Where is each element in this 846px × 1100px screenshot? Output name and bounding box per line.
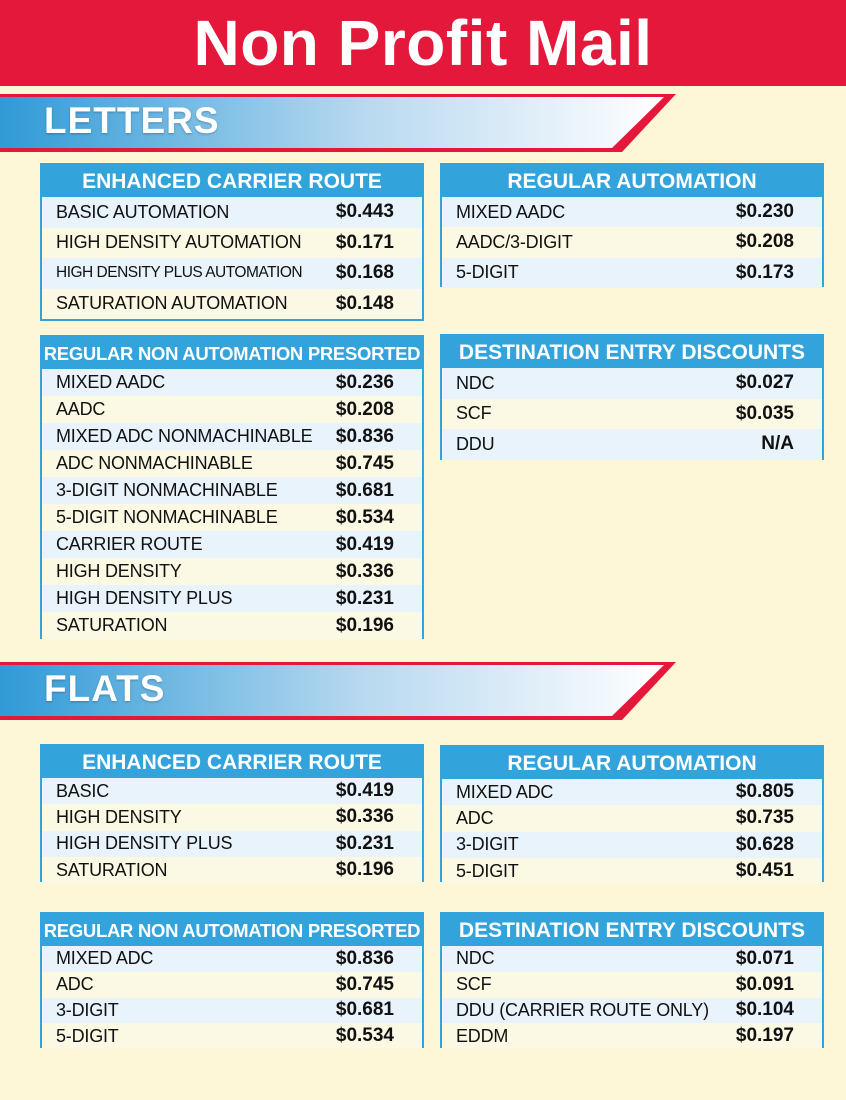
flats-destination-entry-table bbox=[440, 912, 824, 1048]
rate-price: $0.071 bbox=[735, 947, 794, 969]
table-row bbox=[442, 1023, 822, 1049]
rate-price: $0.534 bbox=[335, 506, 394, 528]
rate-label: MIXED ADC bbox=[56, 948, 154, 969]
table-row bbox=[42, 1023, 422, 1049]
rate-price: $0.208 bbox=[735, 231, 794, 253]
rate-price: N/A bbox=[761, 433, 794, 455]
rate-price: $0.745 bbox=[335, 452, 394, 474]
rate-price: $0.336 bbox=[335, 806, 394, 828]
table-row bbox=[442, 998, 822, 1024]
rate-price: $0.805 bbox=[735, 781, 794, 803]
table-row bbox=[42, 778, 422, 804]
table-row bbox=[442, 858, 822, 884]
rate-price: $0.196 bbox=[335, 614, 394, 636]
rate-price: $0.443 bbox=[335, 201, 394, 223]
rate-label: EDDM bbox=[456, 1025, 509, 1046]
page-title: Non Profit Mail bbox=[193, 7, 653, 79]
table-row bbox=[42, 998, 422, 1024]
rate-price: $0.836 bbox=[335, 425, 394, 447]
rate-label: MIXED ADC NONMACHINABLE bbox=[56, 426, 313, 446]
table-row bbox=[42, 531, 422, 558]
rate-price: $0.035 bbox=[735, 402, 794, 424]
table-row bbox=[442, 832, 822, 858]
table-row bbox=[42, 423, 422, 450]
table-row bbox=[42, 857, 422, 883]
rate-price: $0.681 bbox=[335, 479, 394, 501]
table-row bbox=[42, 585, 422, 612]
rate-label: SATURATION bbox=[56, 859, 168, 880]
rate-label: 3-DIGIT bbox=[56, 999, 119, 1020]
section-title-letters: LETTERS bbox=[44, 100, 220, 141]
section-title-flats: FLATS bbox=[44, 668, 166, 709]
rate-label: ADC bbox=[56, 974, 94, 995]
rate-label: MIXED AADC bbox=[456, 201, 566, 222]
table-row bbox=[42, 558, 422, 585]
rate-price: $0.208 bbox=[335, 398, 394, 420]
flats-enhanced-carrier-route-table bbox=[40, 744, 424, 882]
rate-price: $0.104 bbox=[735, 999, 794, 1021]
table-row bbox=[42, 228, 422, 259]
table-header: DESTINATION ENTRY DISCOUNTS bbox=[442, 914, 822, 946]
rate-label: 3-DIGIT NONMACHINABLE bbox=[56, 480, 278, 500]
table-header: REGULAR AUTOMATION bbox=[442, 747, 822, 779]
rate-price: $0.836 bbox=[335, 947, 394, 969]
table-row bbox=[42, 396, 422, 423]
rate-price: $0.148 bbox=[335, 292, 394, 314]
letters-regular-non-automation-table bbox=[40, 335, 424, 639]
letters-enhanced-carrier-route-table bbox=[40, 163, 424, 321]
table-header: REGULAR AUTOMATION bbox=[442, 165, 822, 197]
rate-label: HIGH DENSITY AUTOMATION bbox=[56, 232, 302, 253]
rate-label: SCF bbox=[456, 403, 492, 424]
rate-label: HIGH DENSITY PLUS bbox=[56, 588, 233, 608]
rate-price: $0.419 bbox=[335, 780, 394, 802]
table-row bbox=[42, 612, 422, 639]
table-row bbox=[42, 450, 422, 477]
table-header: DESTINATION ENTRY DISCOUNTS bbox=[442, 336, 822, 368]
rate-price: $0.230 bbox=[735, 201, 794, 223]
rate-label: 5-DIGIT bbox=[456, 262, 519, 283]
rate-label: ADC bbox=[456, 807, 494, 828]
rate-label: AADC bbox=[56, 399, 106, 419]
title-banner bbox=[0, 0, 846, 86]
rate-label: CARRIER ROUTE bbox=[56, 534, 203, 554]
table-row bbox=[42, 972, 422, 998]
table-row bbox=[42, 289, 422, 320]
rate-price: $0.336 bbox=[335, 560, 394, 582]
rate-label: 3-DIGIT bbox=[456, 834, 519, 855]
table-row bbox=[42, 946, 422, 972]
rate-price: $0.171 bbox=[335, 231, 394, 253]
table-header: ENHANCED CARRIER ROUTE bbox=[42, 746, 422, 778]
rate-label: 5-DIGIT bbox=[456, 860, 519, 881]
table-row bbox=[442, 779, 822, 805]
table-header: REGULAR NON AUTOMATION PRESORTED bbox=[42, 337, 422, 369]
flats-regular-non-automation-table bbox=[40, 912, 424, 1048]
table-row bbox=[42, 831, 422, 857]
table-row bbox=[442, 258, 822, 288]
section-bar-letters bbox=[0, 94, 680, 160]
rate-label: BASIC bbox=[56, 780, 110, 801]
flats-regular-automation-table bbox=[440, 745, 824, 882]
rate-price: $0.197 bbox=[735, 1025, 794, 1047]
rate-label: NDC bbox=[456, 948, 495, 969]
table-row bbox=[42, 369, 422, 396]
rate-label: HIGH DENSITY bbox=[56, 561, 182, 581]
table-row bbox=[442, 429, 822, 460]
rate-price: $0.451 bbox=[735, 860, 794, 882]
rate-price: $0.196 bbox=[335, 859, 394, 881]
table-row bbox=[42, 197, 422, 228]
table-row bbox=[42, 477, 422, 504]
rate-price: $0.231 bbox=[335, 832, 394, 854]
rate-price: $0.419 bbox=[335, 533, 394, 555]
rate-price: $0.534 bbox=[335, 1025, 394, 1047]
table-header: ENHANCED CARRIER ROUTE bbox=[42, 165, 422, 197]
rate-label: 5-DIGIT NONMACHINABLE bbox=[56, 507, 278, 527]
table-row bbox=[442, 399, 822, 430]
table-row bbox=[42, 804, 422, 830]
rate-label: BASIC AUTOMATION bbox=[56, 201, 230, 222]
rate-price: $0.735 bbox=[735, 807, 794, 829]
rate-price: $0.027 bbox=[735, 372, 794, 394]
rate-label: DDU (CARRIER ROUTE ONLY) bbox=[456, 999, 709, 1020]
rate-price: $0.236 bbox=[335, 371, 394, 393]
table-row bbox=[442, 946, 822, 972]
rate-price: $0.628 bbox=[735, 833, 794, 855]
rate-label: HIGH DENSITY PLUS bbox=[56, 833, 233, 854]
rate-label: ADC NONMACHINABLE bbox=[56, 453, 253, 473]
table-row bbox=[42, 504, 422, 531]
rate-price: $0.168 bbox=[335, 262, 394, 284]
letters-destination-entry-table bbox=[440, 334, 824, 460]
section-bar-flats bbox=[0, 662, 680, 728]
rate-label: AADC/3-DIGIT bbox=[456, 231, 573, 252]
table-row bbox=[442, 972, 822, 998]
table-row bbox=[442, 805, 822, 831]
rate-label: HIGH DENSITY bbox=[56, 806, 182, 827]
table-row bbox=[442, 227, 822, 257]
rate-price: $0.681 bbox=[335, 999, 394, 1021]
rate-label: SCF bbox=[456, 974, 492, 995]
table-row bbox=[442, 368, 822, 399]
rate-label: HIGH DENSITY PLUS AUTOMATION bbox=[56, 264, 303, 282]
letters-regular-automation-table bbox=[440, 163, 824, 287]
rate-price: $0.091 bbox=[735, 973, 794, 995]
rate-label: DDU bbox=[456, 433, 495, 454]
table-row bbox=[442, 197, 822, 227]
table-header: REGULAR NON AUTOMATION PRESORTED bbox=[42, 914, 422, 946]
rate-label: NDC bbox=[456, 372, 495, 393]
rate-label: SATURATION bbox=[56, 615, 168, 635]
rate-price: $0.231 bbox=[335, 587, 394, 609]
rate-label: MIXED ADC bbox=[456, 781, 554, 802]
rate-label: MIXED AADC bbox=[56, 372, 166, 392]
rate-price: $0.173 bbox=[735, 261, 794, 283]
rate-label: SATURATION AUTOMATION bbox=[56, 293, 288, 314]
rate-label: 5-DIGIT bbox=[56, 1025, 119, 1046]
table-row bbox=[42, 258, 422, 289]
rate-price: $0.745 bbox=[335, 973, 394, 995]
